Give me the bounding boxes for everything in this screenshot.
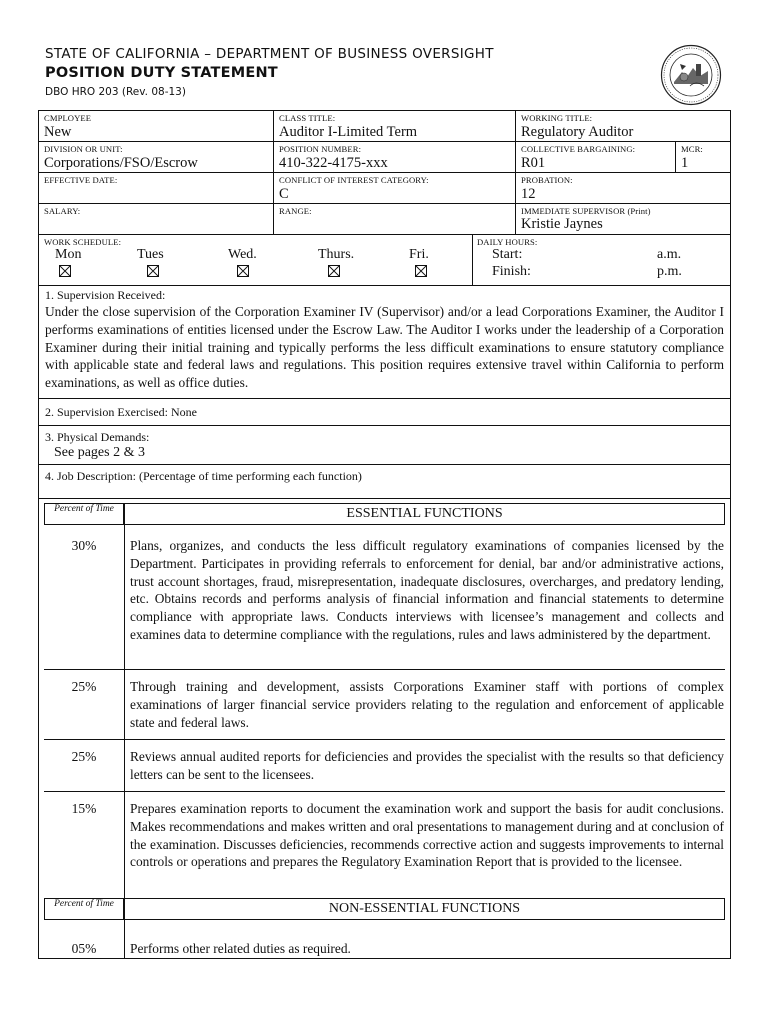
position-number-label: POSITION NUMBER: <box>279 144 362 154</box>
day-thurs: Thurs. <box>318 247 355 262</box>
checkbox-tues[interactable] <box>147 265 159 277</box>
nonessential-functions-title: NON-ESSENTIAL FUNCTIONS <box>328 901 521 916</box>
checkbox-wed[interactable] <box>237 265 249 277</box>
position-number-value: 410-322-4175-xxx <box>279 155 388 171</box>
section-1-body: Under the close supervision of the Corporation Examiner IV (Supervisor) and/or a lead Corporations Examiner, the Auditor I performs examinations of entities licensed under the Escrow Law. The Auditor I works under the leadership of a Corporation Examiner during their initial training and typically performs the less difficult examinations to ensure statutory compliance with applicable state and federal laws and regulations. This position requires extensive travel within California to perform examinations, as well as office duties. <box>45 304 724 391</box>
checkbox-thurs[interactable] <box>328 265 340 277</box>
division-value: Corporations/FSO/Escrow <box>44 155 198 171</box>
day-mon: Mon <box>55 247 82 262</box>
supervisor-label: IMMEDIATE SUPERVISOR (Print) <box>521 206 651 216</box>
state-seal-icon <box>660 44 722 106</box>
day-tues: Tues <box>137 247 164 262</box>
function-percent: 05% <box>71 941 97 956</box>
function-percent: 25% <box>71 749 97 764</box>
probation-value: 12 <box>521 186 536 202</box>
section-1-title: 1. Supervision Received: <box>45 288 166 302</box>
function-percent: 30% <box>71 538 97 553</box>
division-label: DIVISION OR UNIT: <box>44 144 123 154</box>
bargaining-label: COLLECTIVE BARGAINING: <box>521 144 636 154</box>
checkbox-mon[interactable] <box>59 265 71 277</box>
finish-label: Finish: <box>492 264 531 279</box>
function-description: Plans, organizes, and conducts the less difficult regulatory examinations of companies licensed by the Department. Participates in providing referrals to enforcement for denial, bar and/or administrative actions, trust account shortages, fraud, misrepresentation, inadequate disclosures, overcharges, and predatory lending, etc. Obtains records and performs analysis of financial information and financial statements to determine compliance with appropriate laws. Conducts interviews with licensee’s management and collects and examines data to determine compliance with the regulations, rules and laws administered by the department. <box>130 538 724 642</box>
range-label: RANGE: <box>279 206 312 216</box>
am-label: a.m. <box>657 247 682 262</box>
probation-label: PROBATION: <box>521 175 573 185</box>
working-title-label: WORKING TITLE: <box>521 113 593 123</box>
working-title-value: Regulatory Auditor <box>521 124 634 140</box>
class-title-value: Auditor I-Limited Term <box>279 124 418 140</box>
document-title: POSITION DUTY STATEMENT <box>45 65 278 81</box>
function-description: Reviews annual audited reports for deficiencies and provides the specialist with the results so that deficiency letters can be sent to the licensees. <box>130 749 724 782</box>
pm-label: p.m. <box>657 264 682 279</box>
work-schedule-label: WORK SCHEDULE: <box>44 237 122 247</box>
percent-of-time-header: Percent of Time <box>54 504 114 514</box>
supervisor-value: Kristie Jaynes <box>521 216 603 232</box>
day-wed: Wed. <box>228 247 257 262</box>
percent-of-time-header: Percent of Time <box>54 899 114 909</box>
essential-functions-title: ESSENTIAL FUNCTIONS <box>346 506 503 521</box>
class-title-label: CLASS TITLE: <box>279 113 336 123</box>
start-label: Start: <box>492 247 523 262</box>
section-3-body: See pages 2 & 3 <box>54 445 145 460</box>
function-description: Prepares examination reports to document the examination work and support the basis for audit conclusions. Makes recommendations and makes written and oral presentations to management during and at conclusion of the examination. Discusses deficiencies, recommends corrective action and suggests improvements to internal controls or operations and prepares the Regulatory Examination Report that is provided to the licensee. <box>130 801 724 870</box>
mcr-label: MCR: <box>681 144 703 154</box>
day-fri: Fri. <box>409 247 429 262</box>
checkbox-fri[interactable] <box>415 265 427 277</box>
function-description: Through training and development, assists Corporations Examiner staff with portions of complex examinations of larger financial service providers relating to the regulation and enforcement of applicable state and federal laws. <box>130 679 724 730</box>
section-4-title: 4. Job Description: (Percentage of time performing each function) <box>45 469 362 483</box>
conflict-value: C <box>279 186 289 202</box>
salary-label: SALARY: <box>44 206 81 216</box>
agency-heading: STATE OF CALIFORNIA – DEPARTMENT OF BUSINESS OVERSIGHT <box>45 46 494 62</box>
effective-date-label: EFFECTIVE DATE: <box>44 175 118 185</box>
employee-label: CMPLOYEE <box>44 113 92 123</box>
section-2-title: 2. Supervision Exercised: None <box>45 405 197 419</box>
form-number: DBO HRO 203 (Rev. 08-13) <box>45 86 186 98</box>
function-percent: 25% <box>71 679 97 694</box>
employee-value: New <box>44 124 72 140</box>
bargaining-value: R01 <box>521 155 546 171</box>
function-description: Performs other related duties as required. <box>130 941 351 956</box>
function-percent: 15% <box>71 801 97 816</box>
mcr-value: 1 <box>681 155 689 171</box>
conflict-label: CONFLICT OF INTEREST CATEGORY: <box>279 175 429 185</box>
daily-hours-label: DAILY HOURS: <box>477 237 538 247</box>
section-3-title: 3. Physical Demands: <box>45 430 150 444</box>
